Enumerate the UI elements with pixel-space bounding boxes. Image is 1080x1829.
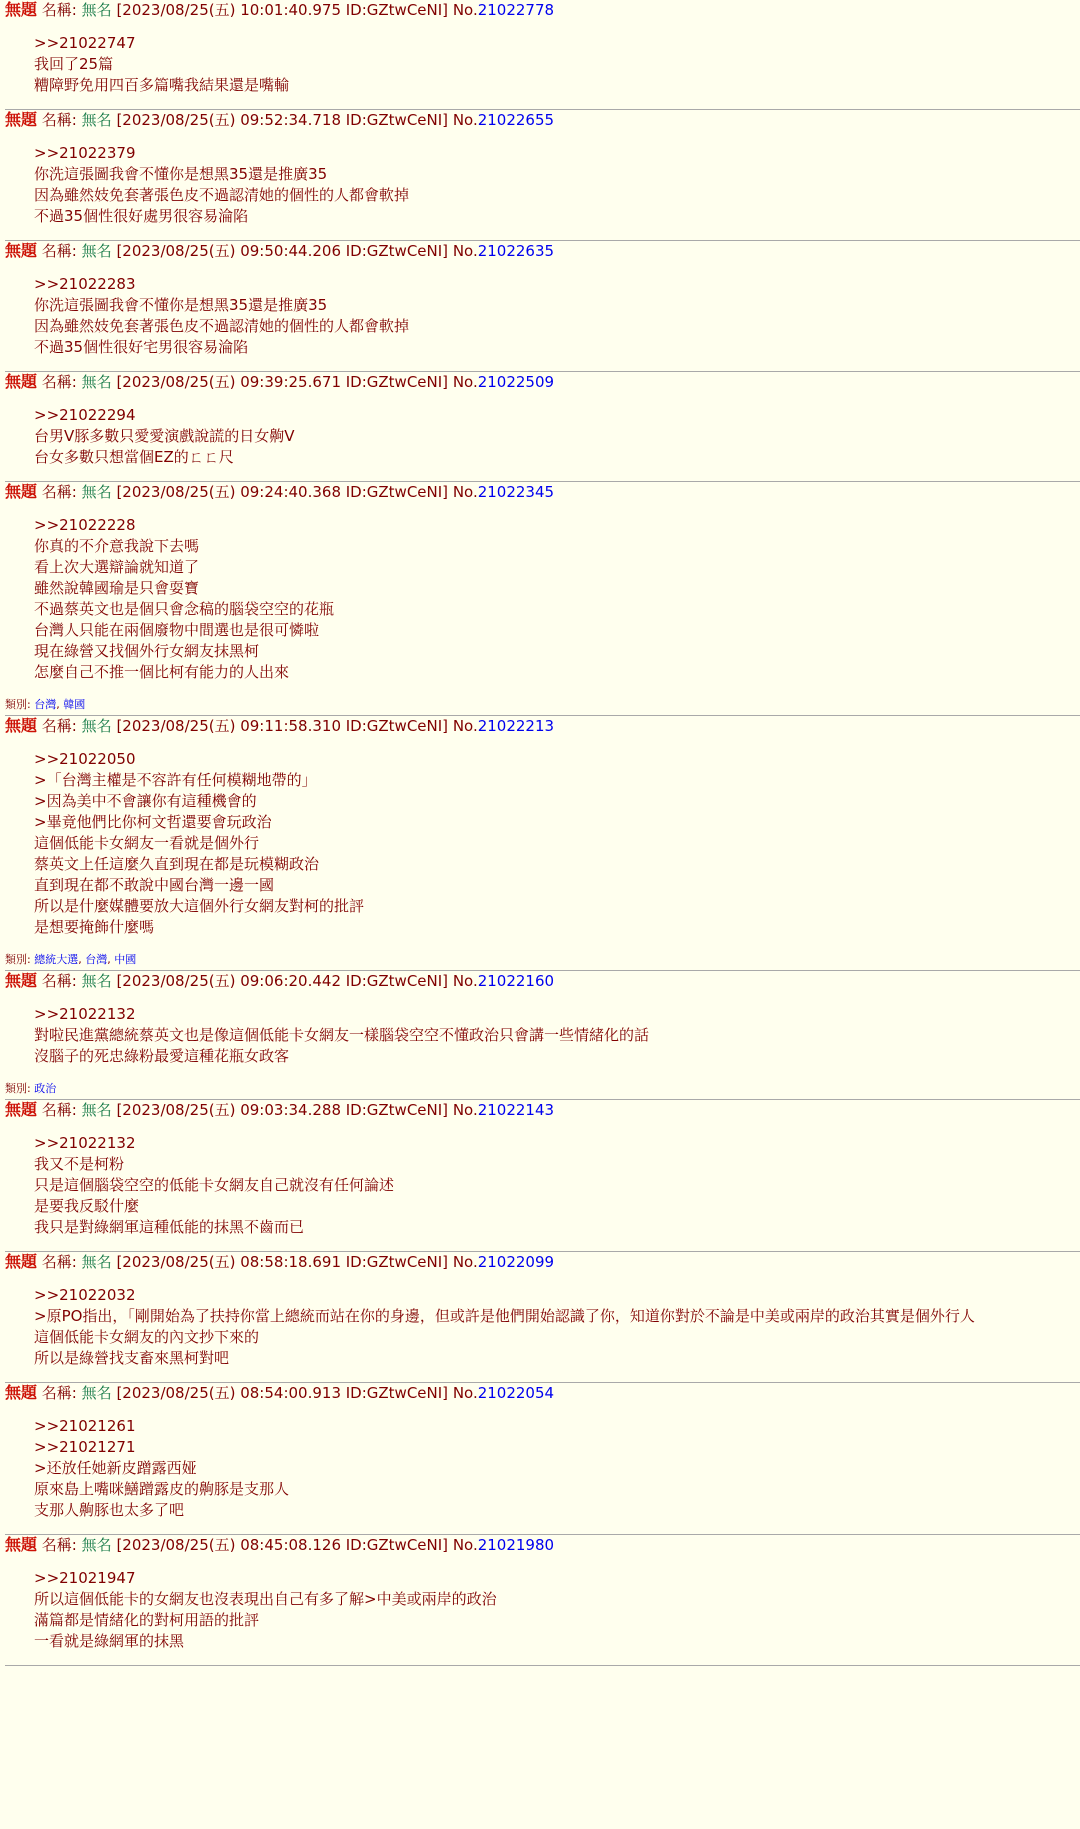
post-datetime-id: [2023/08/25(五) 09:03:34.288 ID:GZtwCeNI] bbox=[116, 1101, 449, 1119]
category-link[interactable]: 總統大選 bbox=[34, 953, 79, 966]
name-label: 名稱: bbox=[41, 1, 77, 19]
category-label: 類別: bbox=[5, 698, 31, 711]
name-label: 名稱: bbox=[41, 717, 77, 735]
post-line: 你洗這張圖我會不懂你是想黑35還是推廣35 bbox=[34, 296, 328, 314]
post-header bbox=[5, 110, 1080, 133]
post-datetime-id: [2023/08/25(五) 09:39:25.671 ID:GZtwCeNI] bbox=[116, 373, 449, 391]
post-line: 我又不是柯粉 bbox=[34, 1155, 125, 1173]
post-line: 對啦民進黨總統蔡英文也是像這個低能卡女網友一樣腦袋空空不懂政治只會講一些情緒化的話 bbox=[34, 1026, 650, 1044]
post bbox=[5, 372, 1080, 482]
post-line: 因為雖然妓免套著張色皮不過認清她的個性的人都會軟掉 bbox=[34, 317, 410, 335]
post-subject: 無題 bbox=[5, 372, 38, 391]
post-line: 糟障野免用四百多篇嘴我結果還是嘴輸 bbox=[34, 76, 290, 94]
post-line: 我回了25篇 bbox=[34, 55, 114, 73]
category-link[interactable]: 台灣 bbox=[85, 953, 108, 966]
post-number-label: No. bbox=[452, 1, 478, 19]
post-subject: 無題 bbox=[5, 0, 38, 19]
post-header bbox=[5, 971, 1080, 994]
post-number-label: No. bbox=[452, 972, 478, 990]
quote-link[interactable]: >>21022379 bbox=[34, 144, 136, 162]
post bbox=[5, 1383, 1080, 1535]
post-line: >原PO指出，「剛開始為了扶持你當上總統而站在你的身邊，但或許是他們開始認識了你，知道你對於不論是中美或兩岸的政治其實是個外行人 bbox=[34, 1307, 975, 1325]
post-number-link[interactable]: 21022509 bbox=[477, 373, 555, 391]
post-line: >因為美中不會讓你有這種機會的 bbox=[34, 792, 257, 810]
quote-link[interactable]: >>21022228 bbox=[34, 516, 136, 534]
quote-link[interactable]: >>21021271 bbox=[34, 1438, 136, 1456]
post bbox=[5, 241, 1080, 372]
post-line: 沒腦子的死忠綠粉最愛這種花瓶女政客 bbox=[34, 1047, 290, 1065]
post-body bbox=[34, 395, 1080, 481]
quote-link[interactable]: >>21022747 bbox=[34, 34, 136, 52]
post-line: 看上次大選辯論就知道了 bbox=[34, 558, 200, 576]
post bbox=[5, 716, 1080, 971]
post-number-label: No. bbox=[452, 717, 478, 735]
post-subject: 無題 bbox=[5, 716, 38, 735]
post-number-link[interactable]: 21022160 bbox=[477, 972, 555, 990]
post-number-link[interactable]: 21022635 bbox=[477, 242, 555, 260]
post-header bbox=[5, 1100, 1080, 1123]
poster-name: 無名 bbox=[81, 717, 112, 735]
poster-name: 無名 bbox=[81, 483, 112, 501]
post-datetime-id: [2023/08/25(五) 09:06:20.442 ID:GZtwCeNI] bbox=[116, 972, 449, 990]
post bbox=[5, 1535, 1080, 1666]
category-row bbox=[5, 683, 1080, 715]
post-line: 這個低能卡女網友的內文抄下來的 bbox=[34, 1328, 260, 1346]
post-datetime-id: [2023/08/25(五) 08:45:08.126 ID:GZtwCeNI] bbox=[116, 1536, 449, 1554]
name-label: 名稱: bbox=[41, 1384, 77, 1402]
post-line: 蔡英文上任這麼久直到現在都是玩模糊政治 bbox=[34, 855, 320, 873]
post-number-link[interactable]: 21022143 bbox=[477, 1101, 555, 1119]
post-line: 現在綠營又找個外行女網友抹黑柯 bbox=[34, 642, 260, 660]
quote-link[interactable]: >>21022032 bbox=[34, 1286, 136, 1304]
name-label: 名稱: bbox=[41, 242, 77, 260]
post-subject: 無題 bbox=[5, 1100, 38, 1119]
post-number-label: No. bbox=[452, 373, 478, 391]
post-body bbox=[34, 1558, 1080, 1665]
post-line: 直到現在都不敢說中國台灣一邊一國 bbox=[34, 876, 275, 894]
category-label: 類別: bbox=[5, 953, 31, 966]
post-number-link[interactable]: 21021980 bbox=[477, 1536, 555, 1554]
name-label: 名稱: bbox=[41, 373, 77, 391]
poster-name: 無名 bbox=[81, 1101, 112, 1119]
post-header bbox=[5, 0, 1080, 23]
quote-link[interactable]: >>21022050 bbox=[34, 750, 136, 768]
post-line: 因為雖然妓免套著張色皮不過認清她的個性的人都會軟掉 bbox=[34, 186, 410, 204]
post-line: 台灣人只能在兩個廢物中間選也是很可憐啦 bbox=[34, 621, 320, 639]
post-datetime-id: [2023/08/25(五) 08:54:00.913 ID:GZtwCeNI] bbox=[116, 1384, 449, 1402]
poster-name: 無名 bbox=[81, 1536, 112, 1554]
post-number-link[interactable]: 21022213 bbox=[477, 717, 555, 735]
post-number-link[interactable]: 21022655 bbox=[477, 111, 555, 129]
post-subject: 無題 bbox=[5, 482, 38, 501]
post-body bbox=[34, 1275, 1080, 1382]
poster-name: 無名 bbox=[81, 111, 112, 129]
post-header bbox=[5, 716, 1080, 739]
poster-name: 無名 bbox=[81, 1253, 112, 1271]
name-label: 名稱: bbox=[41, 1536, 77, 1554]
post-line: 這個低能卡女網友一看就是個外行 bbox=[34, 834, 260, 852]
post-body bbox=[34, 994, 1080, 1067]
post-line: 滿篇都是情緒化的對柯用語的批評 bbox=[34, 1611, 260, 1629]
post-line: 只是這個腦袋空空的低能卡女網友自己就沒有任何論述 bbox=[34, 1176, 395, 1194]
post-number-label: No. bbox=[452, 242, 478, 260]
quote-link[interactable]: >>21022283 bbox=[34, 275, 136, 293]
poster-name: 無名 bbox=[81, 1, 112, 19]
post-line: 原來島上嘴咪鱔蹭露皮的齁豚是支那人 bbox=[34, 1480, 290, 1498]
post-header bbox=[5, 1383, 1080, 1406]
name-label: 名稱: bbox=[41, 972, 77, 990]
quote-link[interactable]: >>21021947 bbox=[34, 1569, 136, 1587]
post-datetime-id: [2023/08/25(五) 08:58:18.691 ID:GZtwCeNI] bbox=[116, 1253, 449, 1271]
post-body bbox=[34, 739, 1080, 938]
post-line: 你真的不介意我說下去嗎 bbox=[34, 537, 200, 555]
post-header bbox=[5, 482, 1080, 505]
post-line: 支那人齁豚也太多了吧 bbox=[34, 1501, 185, 1519]
post-number-link[interactable]: 21022345 bbox=[477, 483, 555, 501]
post-line: 不過35個性很好宅男很容易淪陷 bbox=[34, 338, 249, 356]
poster-name: 無名 bbox=[81, 1384, 112, 1402]
category-link[interactable]: 台灣 bbox=[34, 698, 57, 711]
name-label: 名稱: bbox=[41, 483, 77, 501]
category-row bbox=[5, 938, 1080, 970]
poster-name: 無名 bbox=[81, 242, 112, 260]
post-header bbox=[5, 1252, 1080, 1275]
post bbox=[5, 0, 1080, 110]
post-line: 我只是對綠網軍這種低能的抹黑不齒而已 bbox=[34, 1218, 305, 1236]
post-body bbox=[34, 133, 1080, 240]
post-line: 台男V豚多數只愛愛演戲說謊的日女齁V bbox=[34, 427, 295, 445]
post-line: 所以是綠營找支畜來黑柯對吧 bbox=[34, 1349, 230, 1367]
post-number-label: No. bbox=[452, 111, 478, 129]
quote-link[interactable]: >>21022132 bbox=[34, 1134, 136, 1152]
post-datetime-id: [2023/08/25(五) 09:24:40.368 ID:GZtwCeNI] bbox=[116, 483, 449, 501]
category-link[interactable]: 中國 bbox=[114, 953, 137, 966]
post-body bbox=[34, 264, 1080, 371]
post-subject: 無題 bbox=[5, 1383, 38, 1402]
post-header bbox=[5, 241, 1080, 264]
category-link[interactable]: 政治 bbox=[34, 1082, 57, 1095]
post-line: 雖然說韓國瑜是只會耍寶 bbox=[34, 579, 200, 597]
post-line: 不過35個性很好處男很容易淪陷 bbox=[34, 207, 249, 225]
category-separator: , bbox=[107, 953, 115, 966]
post-line: 不過蔡英文也是個只會念稿的腦袋空空的花瓶 bbox=[34, 600, 335, 618]
post-line: 你洗這張圖我會不懂你是想黑35還是推廣35 bbox=[34, 165, 328, 183]
name-label: 名稱: bbox=[41, 1101, 77, 1119]
quote-link[interactable]: >>21022132 bbox=[34, 1005, 136, 1023]
post-body bbox=[34, 1406, 1080, 1534]
post-subject: 無題 bbox=[5, 110, 38, 129]
post-datetime-id: [2023/08/25(五) 09:11:58.310 ID:GZtwCeNI] bbox=[116, 717, 449, 735]
post-line: 一看就是綠網軍的抹黑 bbox=[34, 1632, 185, 1650]
post-line: >畢竟他們比你柯文哲還要會玩政治 bbox=[34, 813, 272, 831]
name-label: 名稱: bbox=[41, 111, 77, 129]
post bbox=[5, 971, 1080, 1100]
post-line: 怎麼自己不推一個比柯有能力的人出來 bbox=[34, 663, 290, 681]
post-subject: 無題 bbox=[5, 1252, 38, 1271]
post-datetime-id: [2023/08/25(五) 10:01:40.975 ID:GZtwCeNI] bbox=[116, 1, 449, 19]
post-line: 所以這個低能卡的女網友也沒表現出自己有多了解>中美或兩岸的政治 bbox=[34, 1590, 497, 1608]
post bbox=[5, 1100, 1080, 1252]
name-label: 名稱: bbox=[41, 1253, 77, 1271]
post-number-link[interactable]: 21022054 bbox=[477, 1384, 555, 1402]
post-body bbox=[34, 1123, 1080, 1251]
category-separator: , bbox=[78, 953, 86, 966]
post-number-link[interactable]: 21022099 bbox=[477, 1253, 555, 1271]
post-number-label: No. bbox=[452, 1101, 478, 1119]
quote-link[interactable]: >>21021261 bbox=[34, 1417, 136, 1435]
post-number-label: No. bbox=[452, 483, 478, 501]
post bbox=[5, 1252, 1080, 1383]
post-body bbox=[34, 505, 1080, 683]
quote-link[interactable]: >>21022294 bbox=[34, 406, 136, 424]
post-number-link[interactable]: 21022778 bbox=[477, 1, 555, 19]
post-subject: 無題 bbox=[5, 241, 38, 260]
poster-name: 無名 bbox=[81, 972, 112, 990]
post-datetime-id: [2023/08/25(五) 09:50:44.206 ID:GZtwCeNI] bbox=[116, 242, 449, 260]
post-line: 所以是什麼媒體要放大這個外行女網友對柯的批評 bbox=[34, 897, 365, 915]
post-subject: 無題 bbox=[5, 971, 38, 990]
post-subject: 無題 bbox=[5, 1535, 38, 1554]
post-line: 是想要掩飾什麼嗎 bbox=[34, 918, 155, 936]
post-line: >还放任她新皮蹭露西娅 bbox=[34, 1459, 197, 1477]
category-row bbox=[5, 1067, 1080, 1099]
post bbox=[5, 110, 1080, 241]
category-label: 類別: bbox=[5, 1082, 31, 1095]
post-line: >「台灣主權是不容許有任何模糊地帶的」 bbox=[34, 771, 317, 789]
post-header bbox=[5, 372, 1080, 395]
post bbox=[5, 482, 1080, 716]
category-separator: , bbox=[56, 698, 64, 711]
post-number-label: No. bbox=[452, 1253, 478, 1271]
post-body bbox=[34, 23, 1080, 109]
category-link[interactable]: 韓國 bbox=[63, 698, 86, 711]
post-datetime-id: [2023/08/25(五) 09:52:34.718 ID:GZtwCeNI] bbox=[116, 111, 449, 129]
poster-name: 無名 bbox=[81, 373, 112, 391]
post-number-label: No. bbox=[452, 1536, 478, 1554]
post-number-label: No. bbox=[452, 1384, 478, 1402]
post-line: 是要我反駁什麼 bbox=[34, 1197, 140, 1215]
post-header bbox=[5, 1535, 1080, 1558]
post-line: 台女多數只想當個EZ的ㄈㄈ尺 bbox=[34, 448, 234, 466]
